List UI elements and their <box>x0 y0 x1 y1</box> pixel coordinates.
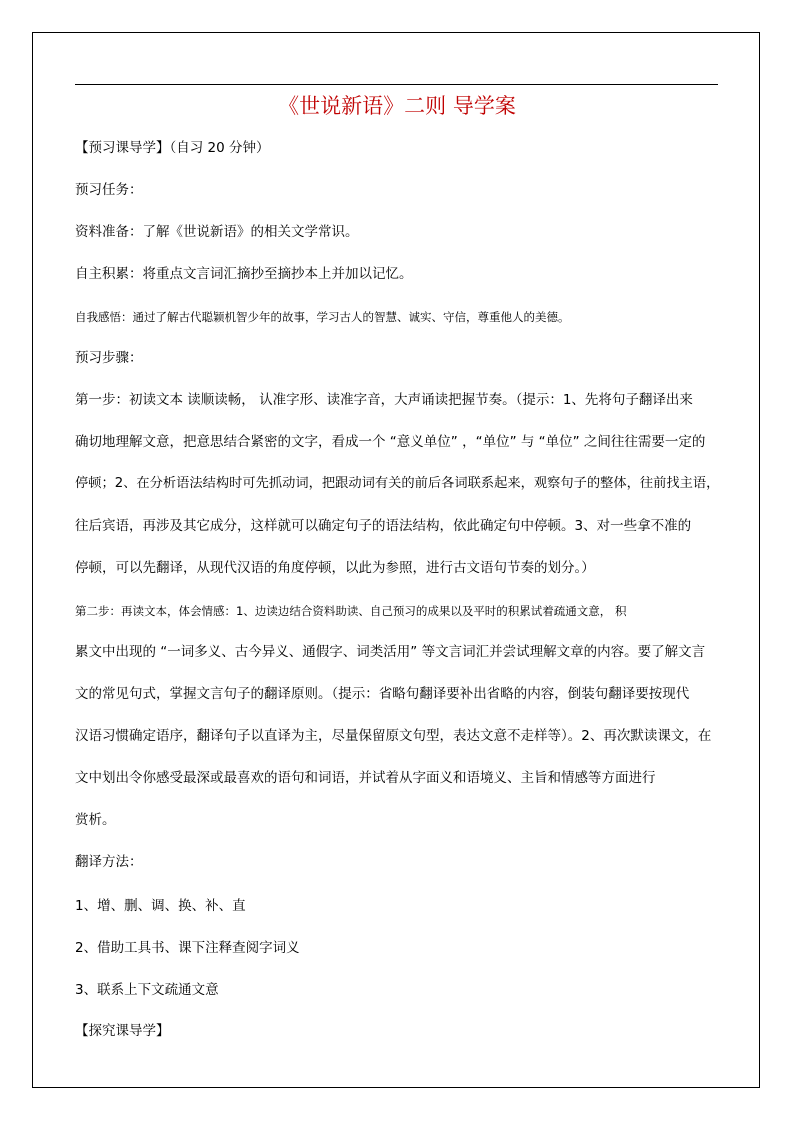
step-two-line-6: 赏析。 <box>75 812 116 828</box>
translation-method-1: 1、增、删、调、换、补、直 <box>75 898 246 914</box>
step-two-line-2: 累文中出现的 “一词多义、古今异义、通假字、词类活用” 等文言词汇并尝试理解文章的内容。要了解文言 <box>75 644 706 660</box>
step-one-line-1: 第一步：初读文本 读顺读畅， 认准字形、读准字音，大声诵读把握节奏。（提示：1、先将句子翻译出来 <box>75 392 693 408</box>
translation-method-3: 3、联系上下文疏通文意 <box>75 982 219 998</box>
section-heading-explore: 【探究课导学】 <box>75 1023 170 1039</box>
step-two-line-3: 文的常见句式，掌握文言句子的翻译原则。（提示：省略句翻译要补出省略的内容，倒装句翻译要按现代 <box>75 686 690 702</box>
material-prep-line: 资料准备：了解《世说新语》的相关文学常识。 <box>75 224 359 240</box>
step-one-line-2: 确切地理解文意，把意思结合紧密的文字，看成一个 “意义单位” ，“单位” 与 “单位” 之间往往需要一定的 <box>75 434 706 450</box>
self-accumulation-line: 自主积累：将重点文言词汇摘抄至摘抄本上并加以记忆。 <box>75 266 413 282</box>
step-one-line-5: 停顿，可以先翻译，从现代汉语的角度停顿，以此为参照，进行古文语句节奏的划分。） <box>75 560 595 576</box>
preview-steps-label: 预习步骤： <box>75 350 143 366</box>
step-two-line-1: 第二步：再读文本，体会情感：1、边读边结合资料助读、自己预习的成果以及平时的积累试着疏通文意， 积 <box>75 604 627 618</box>
translation-method-2: 2、借助工具书、课下注释查阅字词义 <box>75 940 300 956</box>
step-one-line-3: 停顿；2、在分析语法结构时可先抓动词，把跟动词有关的前后各词联系起来，观察句子的整体，往前找主语， <box>75 476 720 491</box>
self-reflection-line: 自我感悟：通过了解古代聪颖机智少年的故事，学习古人的智慧、诚实、守信，尊重他人的美德。 <box>75 310 570 324</box>
section-heading-preview: 【预习课导学】（自习 20 分钟） <box>75 140 270 156</box>
step-one-line-4: 往后宾语，再涉及其它成分，这样就可以确定句子的语法结构，依此确定句中停顿。3、对一些拿不准的 <box>75 518 692 534</box>
step-two-line-5: 文中划出令你感受最深或最喜欢的语句和词语，并试着从字面义和语境义、主旨和情感等方面进行 <box>75 770 656 786</box>
page-title: 《世说新语》二则 导学案 <box>278 94 516 118</box>
translation-method-label: 翻译方法： <box>75 854 143 870</box>
preview-task-label: 预习任务： <box>75 182 143 198</box>
header-rule <box>75 84 718 85</box>
step-two-line-4: 汉语习惯确定语序，翻译句子以直译为主，尽量保留原文句型，表达文意不走样等）。2、再次默读课文，在 <box>75 728 712 744</box>
